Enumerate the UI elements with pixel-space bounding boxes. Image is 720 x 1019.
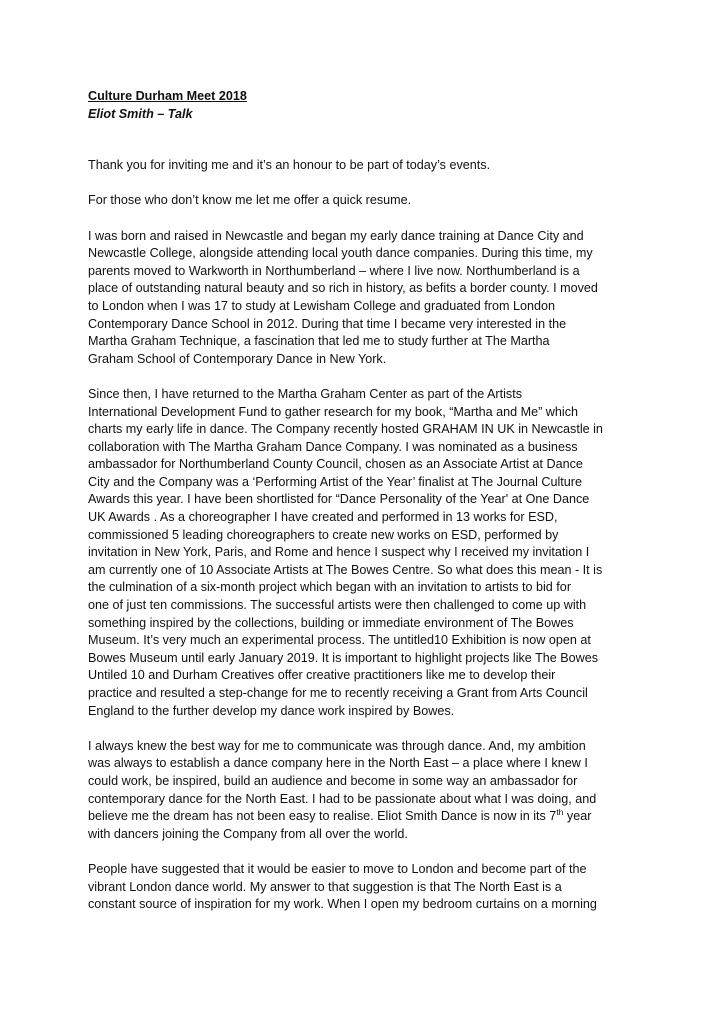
text-line: England to the further develop my dance work inspired by Bowes. [88,703,455,718]
text-line: something inspired by the collections, building or immediate environment of The Bowes [88,615,574,630]
text-line: invitation in New York, Paris, and Rome and hence I suspect why I received my invitation I [88,545,590,560]
paragraph [88,192,636,210]
text-line: parents moved to Warkworth in Northumberland – where I live now. Northumberland is a [88,263,580,278]
paragraph [88,228,636,369]
text-line: with dancers joining the Company from all over the world. [88,826,408,841]
text-line: Museum. It’s very much an experimental process. The untitled10 Exhibition is now open at [88,633,591,648]
paragraph [88,157,636,175]
document-body [88,157,636,914]
text-line: to London when I was 17 to study at Lewisham College and graduated from London [88,298,555,313]
text-line: City and the Company was a ‘Performing Artist of the Year’ finalist at The Journal Culture [88,474,582,489]
text-line: practice and resulted a step-change for me to recently receiving a Grant from Arts Council [88,686,588,700]
document-title: Culture Durham Meet 2018 [88,89,247,103]
text-line: Since then, I have returned to the Martha Graham Center as part of the Artists [88,386,523,401]
paragraph [88,738,636,844]
text-line: place of outstanding natural beauty and so rich in history, as befits a border county. I moved [88,281,598,296]
text-line: constant source of inspiration for my work. When I open my bedroom curtains on a morning [88,897,597,912]
text-line: I was born and raised in Newcastle and began my early dance training at Dance City and [88,228,584,243]
text-line: Thank you for inviting me and it’s an honour to be part of today’s events. [88,158,491,173]
text-line: UK Awards . As a choreographer I have created and performed in 13 works for ESD, [88,510,558,525]
text-line: Martha Graham Technique, a fascination that led me to study further at The Martha [88,334,550,349]
text-line: Newcastle College, alongside attending local youth dance companies. During this time, my [88,246,593,261]
text-line: was always to establish a dance company here in the North East – a place where I knew I [88,756,588,771]
text-line: Awards this year. I have been shortlisted for “Dance Personality of the Year' at One Dance [88,492,590,507]
text-line: ambassador for Northumberland County Council, chosen as an Associate Artist at Dance [88,457,583,472]
text-line: charts my early life in dance. The Company recently hosted GRAHAM IN UK in Newcastle in [88,422,603,437]
text-line: People have suggested that it would be easier to move to London and become part of the [88,861,587,876]
text-line: I always knew the best way for me to communicate was through dance. And, my ambition [88,738,586,753]
text-line: the culmination of a six-month project which began with an invitation to artists to bid for [88,580,572,595]
text-line: am currently one of 10 Associate Artists at The Bowes Centre. So what does this mean - It is [88,562,603,577]
text-line: collaboration with The Martha Graham Dance Company. I was nominated as a business [88,439,578,454]
paragraph [88,861,636,914]
paragraph [88,386,636,720]
text-line: Graham School of Contemporary Dance in New York. [88,351,387,366]
text-segment: year [563,809,592,824]
text-segment: believe me the dream has not been easy to realise. Eliot Smith Dance is now in its 7 [88,809,557,824]
document-subtitle: Eliot Smith – Talk [88,106,193,121]
text-line: Untiled 10 and Durham Creatives offer creative practitioners like me to develop their [88,668,556,683]
text-line: vibrant London dance world. My answer to that suggestion is that The North East is a [88,879,562,894]
text-line: one of just ten commissions. The successful artists were then challenged to come up with [88,598,587,613]
text-line: Contemporary Dance School in 2012. During that time I became very interested in the [88,316,567,331]
text-line: Bowes Museum until early January 2019. It is important to highlight projects like The Bowes [88,650,599,665]
text-line: For those who don’t know me let me offer a quick resume. [88,193,412,208]
text-line: International Development Fund to gather research for my book, “Martha and Me” which [88,404,579,419]
ordinal-suffix: th [556,806,564,817]
text-line: contemporary dance for the North East. I had to be passionate about what I was doing, and [88,791,597,806]
text-line: commissioned 5 leading choreographers to create new works on ESD, performed by [88,527,559,542]
text-line [88,808,636,826]
text-line: could work, be inspired, build an audience and become in some way an ambassador for [88,773,578,788]
